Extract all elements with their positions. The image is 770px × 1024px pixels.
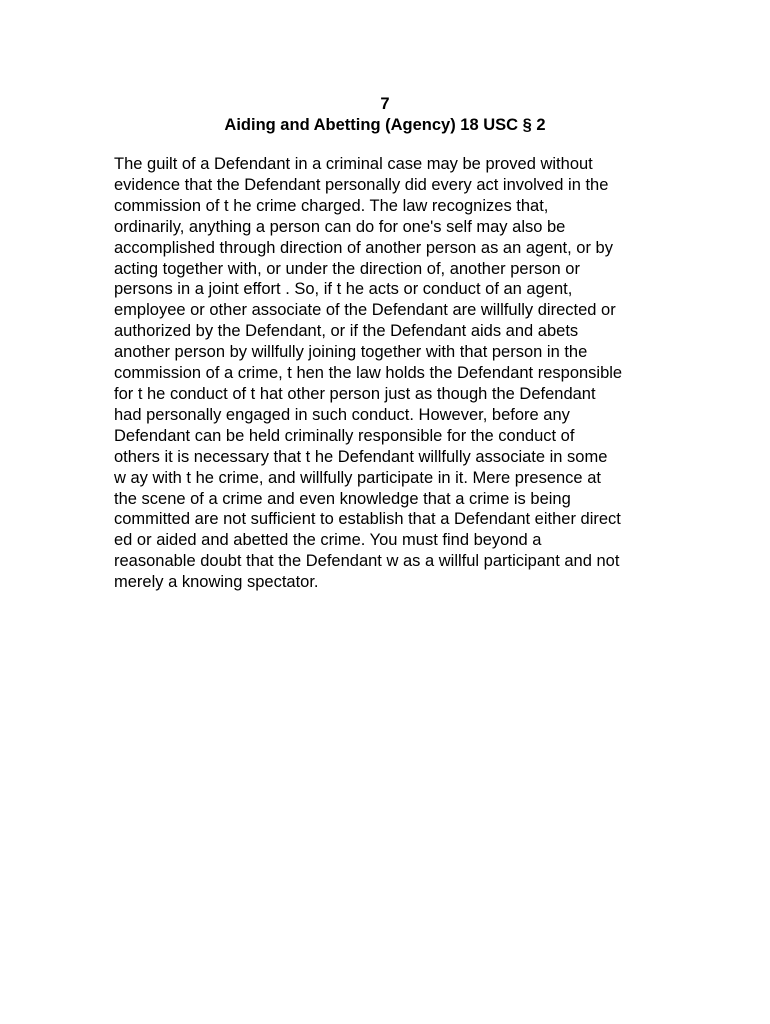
body-line: ordinarily, anything a person can do for one's self may also be xyxy=(114,217,566,236)
instruction-title: Aiding and Abetting (Agency) 18 USC § 2 xyxy=(224,116,546,134)
body-line: committed are not sufficient to establish that a Defendant either direct xyxy=(114,510,621,529)
body-line: The guilt of a Defendant in a criminal case may be proved without xyxy=(114,155,593,173)
body-line: w ay with t he crime, and willfully participate in it. Mere presence at xyxy=(114,468,601,487)
body-line: commission of t he crime charged. The law recognizes that, xyxy=(114,196,549,215)
body-line: evidence that the Defendant personally did every act involved in the xyxy=(114,175,609,194)
body-line: employee or other associate of the Defendant are willfully directed or xyxy=(114,301,616,320)
body-line: another person by willfully joining together with that person in the xyxy=(114,343,588,362)
body-line: acting together with, or under the direction of, another person or xyxy=(114,259,580,278)
body-line: Defendant can be held criminally responsible for the conduct of xyxy=(114,426,575,445)
body-line: authorized by the Defendant, or if the Defendant aids and abets xyxy=(114,322,579,341)
body-line: the scene of a crime and even knowledge that a crime is being xyxy=(114,489,571,508)
body-line: ed or aided and abetted the crime. You must find beyond a xyxy=(114,531,542,550)
body-line: others it is necessary that t he Defendant willfully associate in some xyxy=(114,447,608,466)
body-line: for t he conduct of t hat other person just as though the Defendant xyxy=(114,384,596,403)
instruction-body xyxy=(114,154,674,593)
body-line: accomplished through direction of another person as an agent, or by xyxy=(114,238,613,257)
body-line: merely a knowing spectator. xyxy=(114,573,319,592)
instruction-number: 7 xyxy=(380,95,390,113)
body-line: reasonable doubt that the Defendant w as a willful participant and not xyxy=(114,552,620,571)
body-line: persons in a joint effort . So, if t he acts or conduct of an agent, xyxy=(114,280,573,299)
body-line: commission of a crime, t hen the law holds the Defendant responsible xyxy=(114,364,623,383)
body-line: had personally engaged in such conduct. However, before any xyxy=(114,405,570,424)
